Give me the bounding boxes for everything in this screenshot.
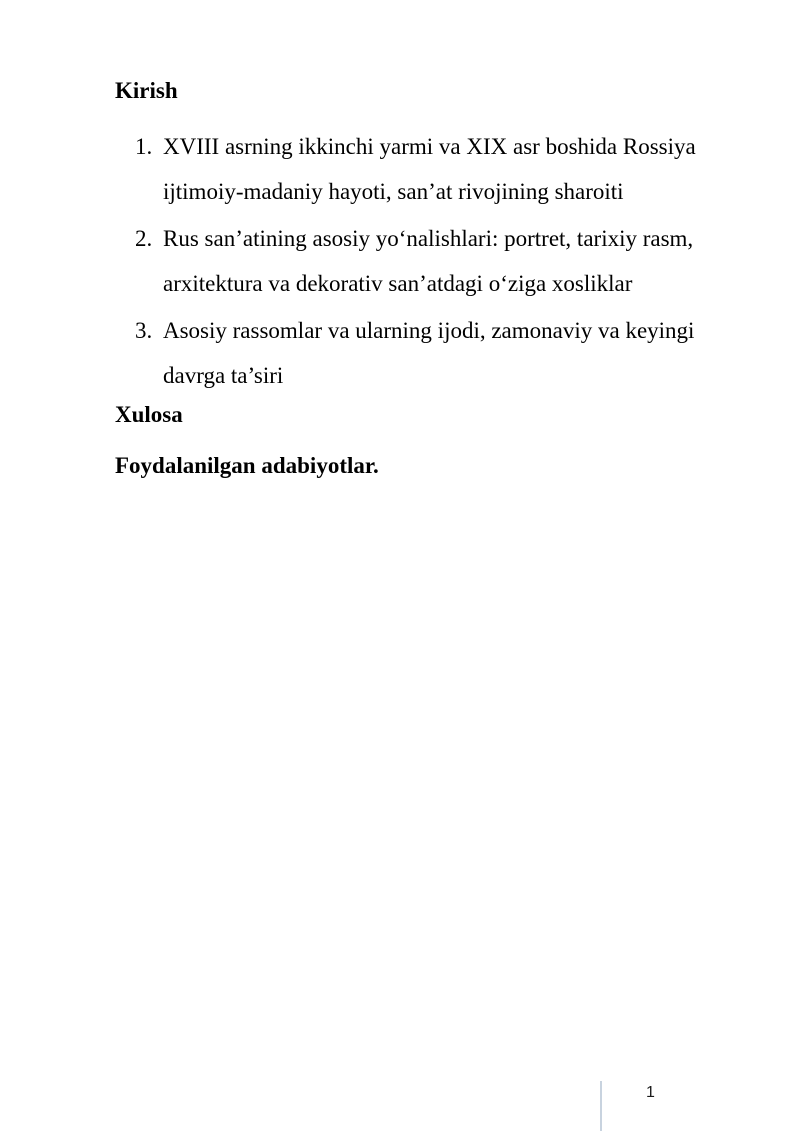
list-item-number: 3.	[135, 318, 153, 343]
list-item	[135, 216, 745, 306]
list-item-text: Asosiy rassomlar va ularning ijodi, zamonaviy va keyingi davrga ta’siri	[163, 318, 695, 388]
table-of-contents-list	[135, 124, 745, 400]
list-item-number: 1.	[135, 134, 153, 159]
heading-references: Foydalanilgan adabiyotlar.	[115, 453, 379, 478]
list-item-text: XVIII asrning ikkinchi yarmi va XIX asr boshida Rossiya ijtimoiy-madaniy hayoti, san’at rivojining sharoiti	[163, 134, 696, 204]
page-number: 1	[646, 1084, 655, 1101]
heading-intro: Kirish	[115, 78, 178, 103]
footer-divider	[600, 1081, 602, 1131]
list-item	[135, 308, 745, 398]
list-item-number: 2.	[135, 226, 153, 251]
heading-conclusion: Xulosa	[115, 402, 183, 427]
list-item	[135, 124, 745, 214]
list-item-text: Rus san’atining asosiy yo‘nalishlari: portret, tarixiy rasm, arxitektura va dekorativ san’atdagi o‘ziga xosliklar	[163, 226, 694, 296]
